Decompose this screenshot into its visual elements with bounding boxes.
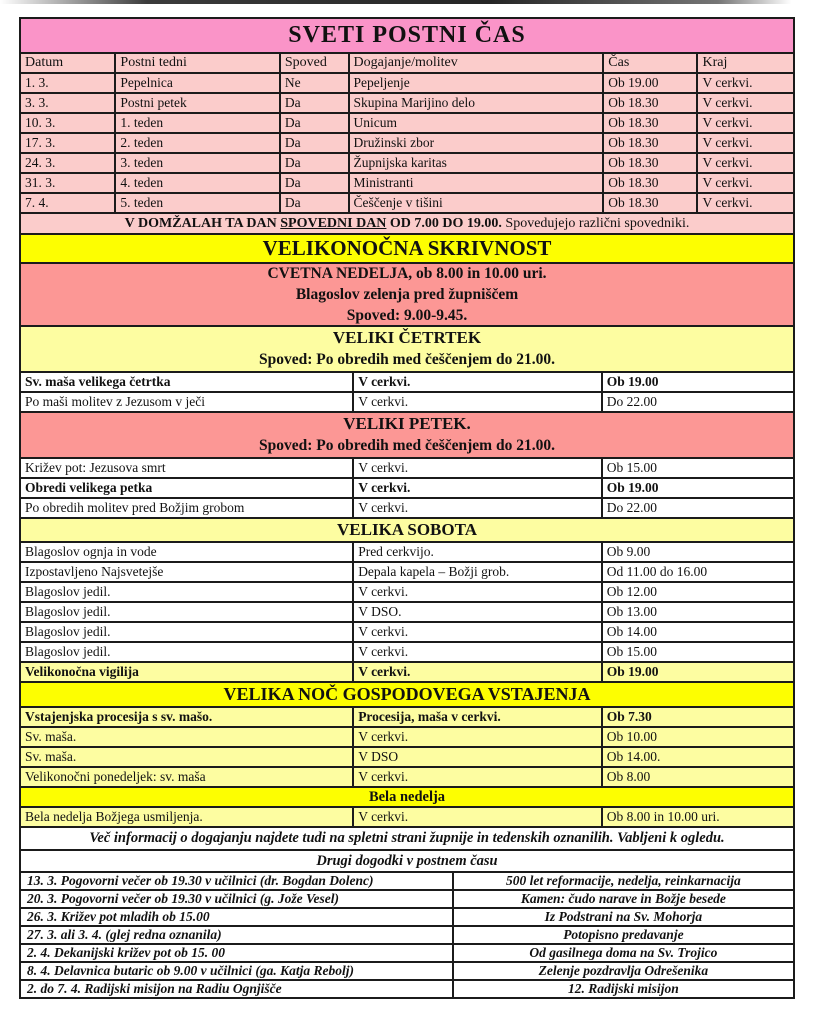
- table-cell: Ob 15.00: [601, 643, 793, 661]
- table-cell: V cerkvi.: [352, 479, 601, 497]
- table-cell: Ob 14.00: [601, 623, 793, 641]
- table-cell: V cerkvi.: [352, 643, 601, 661]
- table-cell: Ministranti: [348, 174, 603, 192]
- table-cell: Procesija, maša v cerkvi.: [352, 708, 601, 726]
- table-cell: Ob 14.00.: [601, 748, 793, 766]
- table-row: [21, 52, 793, 72]
- table-cell: 2. 4. Dekanijski križev pot ob 15. 00: [27, 945, 225, 960]
- banner-line: VELIKONOČNA SKRIVNOST: [262, 236, 552, 260]
- table-cell: Ob 19.00: [601, 663, 793, 681]
- banner-line: VELIKA NOČ GOSPODOVEGA VSTAJENJA: [223, 684, 591, 704]
- table-cell: V DSO: [352, 748, 601, 766]
- table-cell: Dogajanje/molitev: [348, 54, 603, 72]
- banner-line: Blagoslov zelenja pred župniščem: [295, 286, 519, 303]
- table-cell: 2. teden: [114, 134, 278, 152]
- table-cell: Da: [279, 94, 348, 112]
- table-cell: Do 22.00: [601, 393, 793, 411]
- table-cell: Da: [279, 114, 348, 132]
- table-cell: 17. 3.: [25, 135, 56, 150]
- confession-note-regular: Spovedujejo različni spovedniki.: [501, 215, 690, 231]
- table-cell: Ob 19.00: [602, 74, 696, 92]
- table-cell: Pred cerkvijo.: [352, 543, 601, 561]
- table-cell: V cerkvi.: [696, 194, 793, 212]
- banner-line: VELIKA SOBOTA: [337, 520, 477, 539]
- table-cell: V cerkvi.: [352, 583, 601, 601]
- website-info-note: Več informacij o dogajanju najdete tudi na spletni strani župnije in tedenskih oznanilih. Vabljeni k ogledu.: [21, 826, 793, 849]
- table-cell: V cerkvi.: [352, 768, 601, 786]
- table-cell: Ob 7.30: [601, 708, 793, 726]
- table-row: [21, 371, 793, 391]
- table-cell: Blagoslov jedil.: [25, 624, 111, 639]
- confession-note-bold: V DOMŽALAH TA DAN: [124, 215, 281, 231]
- confession-day-note: [21, 212, 793, 233]
- table-cell: Ne: [279, 74, 348, 92]
- table-row: [21, 961, 793, 979]
- table-row: [21, 92, 793, 112]
- table-row: [21, 561, 793, 581]
- table-cell: Da: [279, 154, 348, 172]
- table-cell: Župnijska karitas: [348, 154, 603, 172]
- table-cell: Po maši molitev z Jezusom v ječi: [25, 394, 205, 409]
- table-cell: V cerkvi.: [696, 114, 793, 132]
- table-row: [21, 726, 793, 746]
- banner-velikonocna-skrivnost: [21, 233, 793, 262]
- table-row: [21, 746, 793, 766]
- table-cell: 8. 4. Delavnica butaric ob 9.00 v učilnici (ga. Katja Rebolj): [27, 963, 354, 978]
- table-cell: Družinski zbor: [348, 134, 603, 152]
- table-cell: Vstajenjska procesija s sv. mašo.: [25, 709, 213, 724]
- table-cell: Čas: [602, 54, 696, 72]
- table-cell: Blagoslov jedil.: [25, 584, 111, 599]
- table-cell: 24. 3.: [25, 155, 56, 170]
- table-cell: Izpostavljeno Najsvetejše: [25, 564, 164, 579]
- table-cell: V cerkvi.: [696, 174, 793, 192]
- confession-note-bold-time: OD 7.00 DO 19.00.: [386, 215, 502, 231]
- table-row: [21, 581, 793, 601]
- table-cell: Potopisno predavanje: [452, 927, 793, 943]
- table-cell: 31. 3.: [25, 175, 56, 190]
- table-cell: Blagoslov ognja in vode: [25, 544, 157, 559]
- table-cell: Ob 18.30: [602, 194, 696, 212]
- table-row: [21, 925, 793, 943]
- banner-veliki-cetrtek: [21, 325, 793, 371]
- table-cell: Ob 8.00: [601, 768, 793, 786]
- table-row: [21, 641, 793, 661]
- table-cell: Sv. maša.: [25, 729, 77, 744]
- table-cell: Iz Podstrani na Sv. Mohorja: [452, 909, 793, 925]
- table-row: [21, 457, 793, 477]
- table-cell: Da: [279, 194, 348, 212]
- table-cell: 12. Radijski misijon: [452, 981, 793, 997]
- table-cell: V cerkvi.: [352, 728, 601, 746]
- table-cell: V cerkvi.: [696, 134, 793, 152]
- table-cell: Ob 19.00: [601, 373, 793, 391]
- table-row: [21, 172, 793, 192]
- table-cell: Velikonočni ponedeljek: sv. maša: [25, 769, 206, 784]
- confession-note-underlined: SPOVEDNI DAN: [280, 215, 387, 231]
- banner-veliki-petek: [21, 411, 793, 457]
- table-cell: Češčenje v tišini: [348, 194, 603, 212]
- table-cell: 500 let reformacije, nedelja, reinkarnacija: [452, 873, 793, 889]
- table-cell: V cerkvi.: [352, 459, 601, 477]
- table-cell: Blagoslov jedil.: [25, 604, 111, 619]
- scan-artifact-line: [0, 0, 816, 4]
- table-cell: 27. 3. ali 3. 4. (glej redna oznanila): [27, 927, 222, 942]
- table-row: [21, 192, 793, 212]
- table-row: [21, 621, 793, 641]
- table-cell: V cerkvi.: [352, 663, 601, 681]
- table-row: [21, 601, 793, 621]
- banner-line: Spoved: Po obredih med češčenjem do 21.00.: [259, 437, 555, 454]
- table-row: [21, 391, 793, 411]
- table-cell: Kamen: čudo narave in Božje besede: [452, 891, 793, 907]
- table-cell: 3. teden: [114, 154, 278, 172]
- table-cell: V cerkvi.: [352, 808, 601, 826]
- table-cell: Da: [279, 174, 348, 192]
- table-cell: Bela nedelja Božjega usmiljenja.: [25, 809, 203, 824]
- table-cell: Ob 9.00: [601, 543, 793, 561]
- table-cell: Skupina Marijino delo: [348, 94, 603, 112]
- banner-bela-nedelja: [21, 786, 793, 806]
- table-cell: 1. 3.: [25, 75, 49, 90]
- table-cell: 13. 3. Pogovorni večer ob 19.30 v učilnici (dr. Bogdan Dolenc): [27, 873, 374, 888]
- banner-line: VELIKI PETEK.: [343, 414, 471, 433]
- table-cell: Ob 18.30: [602, 134, 696, 152]
- table-cell: Ob 15.00: [601, 459, 793, 477]
- table-cell: Ob 18.30: [602, 94, 696, 112]
- table-cell: 4. teden: [114, 174, 278, 192]
- table-cell: V cerkvi.: [352, 373, 601, 391]
- table-cell: Velikonočna vigilija: [25, 664, 139, 679]
- table-cell: Ob 13.00: [601, 603, 793, 621]
- table-cell: Ob 18.30: [602, 174, 696, 192]
- table-cell: Križev pot: Jezusova smrt: [25, 460, 166, 475]
- table-cell: V cerkvi.: [352, 393, 601, 411]
- table-cell: Spoved: [279, 54, 348, 72]
- table-cell: V DSO.: [352, 603, 601, 621]
- table-cell: Od gasilnega doma na Sv. Trojico: [452, 945, 793, 961]
- table-cell: Pepelnica: [114, 74, 278, 92]
- table-cell: 5. teden: [114, 194, 278, 212]
- table-cell: Ob 19.00: [601, 479, 793, 497]
- table-cell: 26. 3. Križev pot mladih ob 15.00: [27, 909, 210, 924]
- table-row: [21, 766, 793, 786]
- table-cell: Sv. maša.: [25, 749, 77, 764]
- table-row: [21, 979, 793, 997]
- table-cell: Kraj: [696, 54, 793, 72]
- banner-cvetna-nedelja: [21, 262, 793, 325]
- table-cell: Ob 12.00: [601, 583, 793, 601]
- table-cell: Ob 10.00: [601, 728, 793, 746]
- banner-line: Bela nedelja: [368, 788, 446, 805]
- parish-schedule-page: [19, 17, 795, 999]
- banner-velika-noc: [21, 681, 793, 706]
- banner-line: CVETNA NEDELJA, ob 8.00 in 10.00 uri.: [267, 265, 547, 282]
- table-row: [21, 889, 793, 907]
- table-cell: Ob 18.30: [602, 154, 696, 172]
- table-row: [21, 497, 793, 517]
- table-cell: Datum: [25, 55, 64, 70]
- table-cell: Zelenje pozdravlja Odrešenika: [452, 963, 793, 979]
- table-row: [21, 152, 793, 172]
- table-cell: V cerkvi.: [352, 623, 601, 641]
- document-title: SVETI POSTNI ČAS: [21, 19, 793, 52]
- table-cell: 1. teden: [114, 114, 278, 132]
- other-events-heading: Drugi dogodki v postnem času: [21, 849, 793, 871]
- table-row: [21, 706, 793, 726]
- table-row: [21, 661, 793, 681]
- table-cell: V cerkvi.: [696, 74, 793, 92]
- table-row: [21, 871, 793, 889]
- table-cell: Sv. maša velikega četrtka: [25, 374, 171, 389]
- table-cell: Pepeljenje: [348, 74, 603, 92]
- table-cell: Da: [279, 134, 348, 152]
- table-cell: Ob 8.00 in 10.00 uri.: [601, 808, 793, 826]
- table-cell: Blagoslov jedil.: [25, 644, 111, 659]
- table-cell: Po obredih molitev pred Božjim grobom: [25, 500, 245, 515]
- table-cell: 20. 3. Pogovorni večer ob 19.30 v učilnici (g. Jože Vesel): [27, 891, 339, 906]
- table-cell: 10. 3.: [25, 115, 56, 130]
- banner-line: Spoved: 9.00-9.45.: [346, 307, 468, 324]
- table-row: [21, 806, 793, 826]
- table-cell: Do 22.00: [601, 499, 793, 517]
- table-row: [21, 943, 793, 961]
- table-cell: V cerkvi.: [696, 94, 793, 112]
- table-cell: 3. 3.: [25, 95, 49, 110]
- table-cell: Ob 18.30: [602, 114, 696, 132]
- table-cell: 2. do 7. 4. Radijski misijon na Radiu Ognjišče: [27, 981, 282, 996]
- table-cell: 7. 4.: [25, 195, 49, 210]
- table-row: [21, 477, 793, 497]
- banner-line: Spoved: Po obredih med češčenjem do 21.00.: [259, 351, 555, 368]
- table-row: [21, 541, 793, 561]
- table-cell: Obredi velikega petka: [25, 480, 153, 495]
- table-cell: V cerkvi.: [352, 499, 601, 517]
- table-row: [21, 907, 793, 925]
- table-cell: Unicum: [348, 114, 603, 132]
- banner-velika-sobota: [21, 517, 793, 541]
- table-cell: Postni petek: [114, 94, 278, 112]
- table-row: [21, 112, 793, 132]
- table-cell: Od 11.00 do 16.00: [601, 563, 793, 581]
- table-row: [21, 132, 793, 152]
- table-cell: Postni tedni: [114, 54, 278, 72]
- table-row: [21, 72, 793, 92]
- banner-line: VELIKI ČETRTEK: [332, 328, 482, 347]
- table-cell: V cerkvi.: [696, 154, 793, 172]
- table-cell: Depala kapela – Božji grob.: [352, 563, 601, 581]
